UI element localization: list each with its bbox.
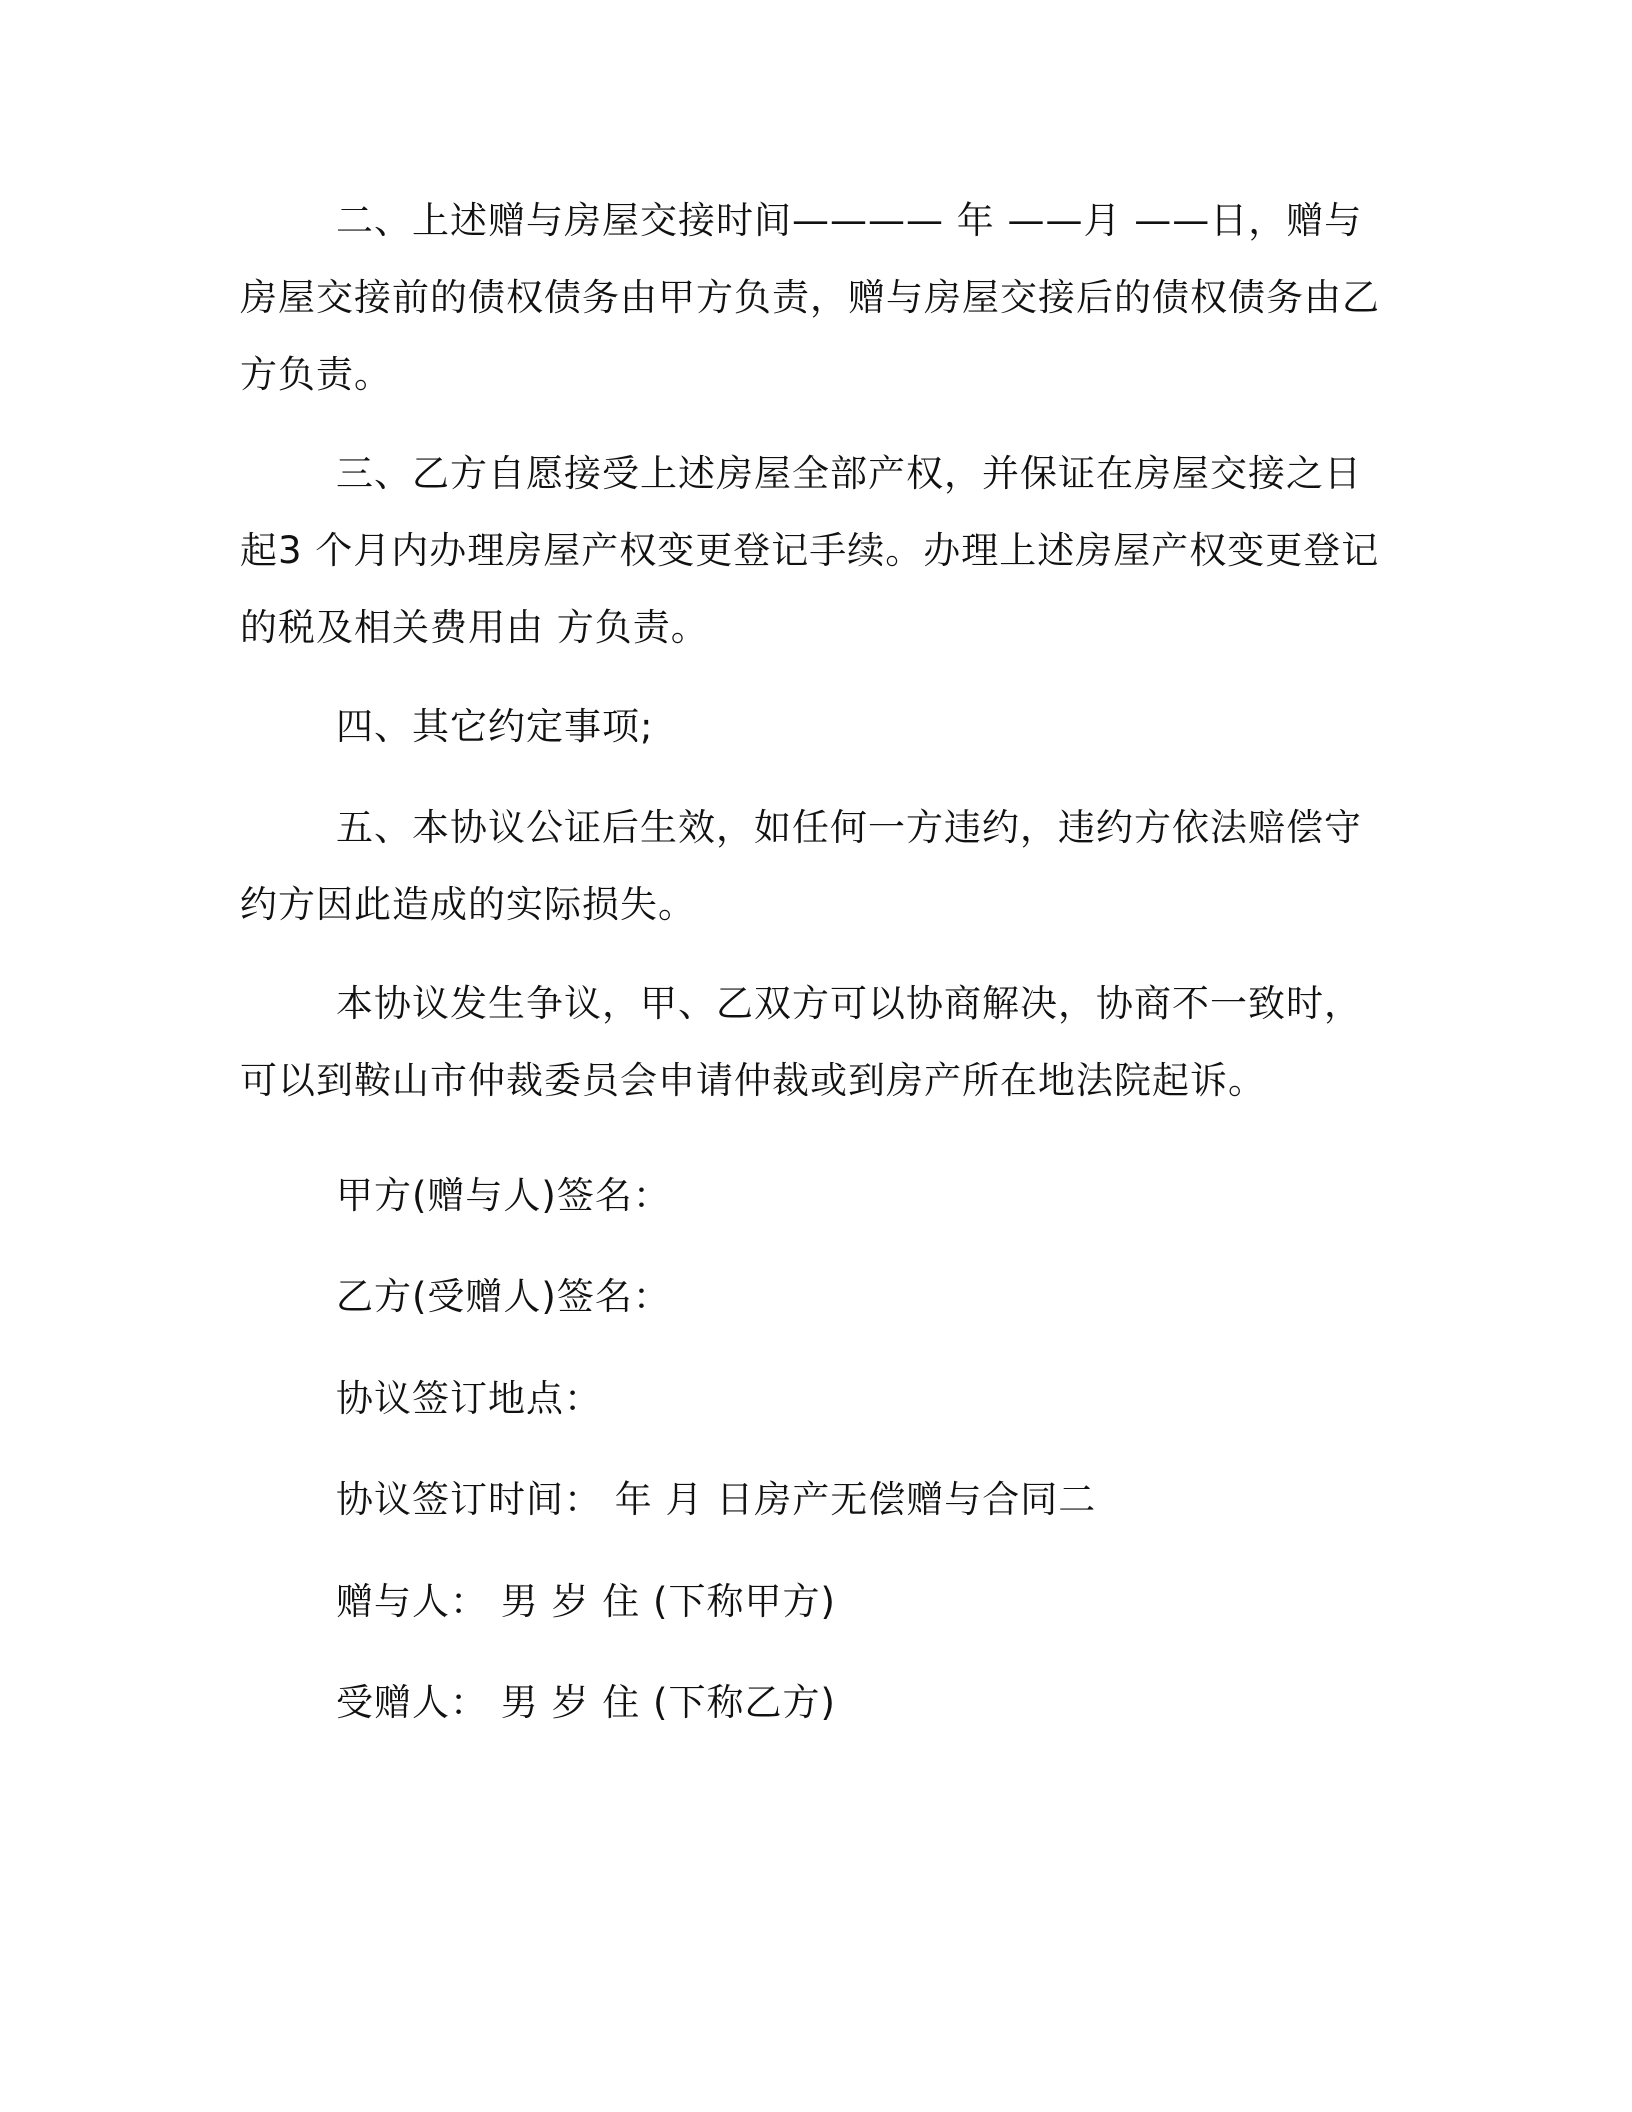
party-a-signature-line: 甲方(赠与人)签名： [336,1174,671,1217]
signing-time-line: 协议签订时间： 年 月 日房产无偿赠与合同二 [336,1478,1097,1521]
signing-place-line: 协议签订地点： [336,1377,602,1420]
donor-info-line: 赠与人： 男 岁 住 (下称甲方) [336,1580,836,1623]
clause-four-paragraph: 四、其它约定事项; [336,705,654,748]
clause-two-paragraph: 二、上述赠与房屋交接时间———— 年 ——月 ——日，赠与房屋交接前的债权债务由甲方负责，赠与房屋交接后的债权债务由乙方负责。 [240,199,1380,396]
dispute-resolution-paragraph: 本协议发生争议，甲、乙双方可以协商解决，协商不一致时，可以到鞍山市仲裁委员会申请仲裁或到房产所在地法院起诉。 [240,982,1362,1102]
party-b-signature-line: 乙方(受赠人)签名： [336,1275,671,1318]
clause-five-paragraph: 五、本协议公证后生效，如任何一方违约，违约方依法赔偿守约方因此造成的实际损失。 [240,806,1362,926]
donee-info-line: 受赠人： 男 岁 住 (下称乙方) [336,1681,836,1724]
clause-three-paragraph: 三、乙方自愿接受上述房屋全部产权，并保证在房屋交接之日起3 个月内办理房屋产权变更登记手续。办理上述房屋产权变更登记的税及相关费用由 方负责。 [240,452,1380,649]
